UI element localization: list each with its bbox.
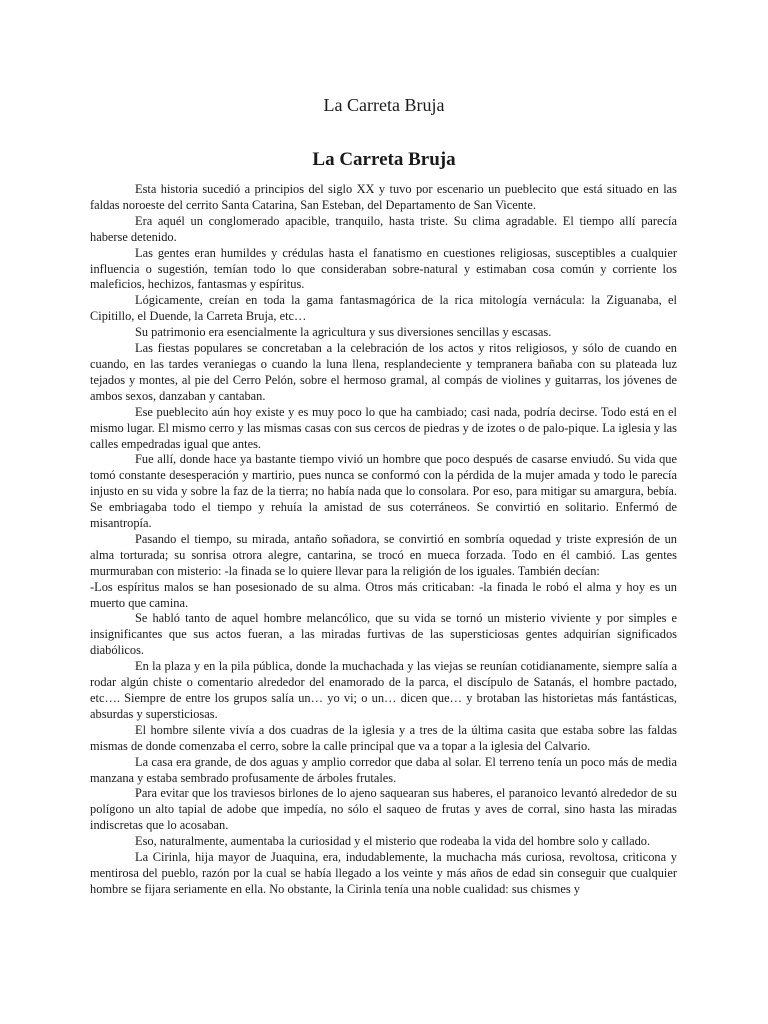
running-header: La Carreta Bruja (323, 95, 445, 115)
paragraph: Las gentes eran humildes y crédulas hasta el fanatismo en cuestiones religiosas, susceptibles a cualquier influencia o sugestión, temían todo lo que consideraban sobre-natural y estimaban cosa común y corriente los maleficios, hechizos, fantasmas y espíritus. (90, 245, 677, 292)
paragraph: Fue allí, donde hace ya bastante tiempo vivió un hombre que poco después de casarse enviudó. Su vida que tomó constante desesperación y martirio, pues nunca se conformó con la pérdida de la mujer amada y todo le parecía injusto en su vida y sobre la faz de la tierra; no había nada que lo consolara. Por eso, para mitigar su amargura, bebía. Se embriagaba todo el tiempo y rehuía la amistad de sus coterráneos. Se convirtió en solitario. Enfermó de misantropía. (90, 452, 677, 531)
paragraph: Las fiestas populares se concretaban a la celebración de los actos y ritos religiosos, y sólo de cuando en cuando, en las tardes veraniegas o cuando la luna llena, resplandeciente y tempranera bañaba con su plateada luz tejados y montes, al pie del Cerro Pelón, sobre el hermoso gramal, al compás de violines y guitarras, los jóvenes de ambos sexos, danzaban y cantaban. (90, 341, 677, 403)
paragraph: El hombre silente vivía a dos cuadras de la iglesia y a tres de la última casita que estaba sobre las faldas mismas de donde comenzaba el cerro, sobre la calle principal que va a topar a la iglesia del Calvario. (90, 722, 677, 753)
paragraph: -Los espíritus malos se han posesionado de su alma. Otros más criticaban: -la finada le robó el alma y hoy es un muerto que camina. (90, 579, 677, 610)
paragraph: Esta historia sucedió a principios del siglo XX y tuvo por escenario un pueblecito que está situado en las faldas noroeste del cerrito Santa Catarina, San Esteban, del Departamento de San Vicente. (90, 182, 677, 212)
paragraph: En la plaza y en la pila pública, donde la muchachada y las viejas se reunían cotidianamente, siempre salía a rodar algún chiste o comentario alrededor del enamorado de la parca, el discípulo de Satanás, el hombre pactado, etc…. Siempre de entre los grupos salía un… yo vi; o un… dicen que… y brotaban las historietas más fantásticas, absurdas y supersticiosas. (90, 659, 677, 721)
document-title: La Carreta Bruja (312, 149, 456, 170)
paragraph: Su patrimonio era esencialmente la agricultura y sus diversiones sencillas y escasas. (135, 325, 552, 340)
paragraph: Eso, naturalmente, aumentaba la curiosidad y el misterio que rodeaba la vida del hombre solo y callado. (135, 834, 651, 849)
paragraph: Era aquél un conglomerado apacible, tranquilo, hasta triste. Su clima agradable. El tiempo allí parecía haberse detenido. (90, 213, 677, 244)
paragraph: Pasando el tiempo, su mirada, antaño soñadora, se convirtió en sombría oquedad y triste expresión de un alma torturada; su sonrisa otrora alegre, cantarina, se trocó en mueca forzada. Todo en él cambió. Las gentes murmuraban con misterio: -la finada se lo quiere llevar para la religión de los iguales. También decían: (90, 531, 677, 578)
paragraph: Para evitar que los traviesos birlones de lo ajeno saquearan sus haberes, el paranoico levantó alrededor de su polígono un alto tapial de adobe que impedía, no sólo el saqueo de frutas y aves de corral, sino hasta las miradas indiscretas que lo acosaban. (90, 786, 677, 833)
paragraph: Lógicamente, creían en toda la gama fantasmagórica de la rica mitología vernácula: la Ziguanaba, el Cipitillo, el Duende, la Carreta Bruja, etc… (90, 293, 677, 324)
paragraph: Ese pueblecito aún hoy existe y es muy poco lo que ha cambiado; casi nada, podría decirse. Todo está en el mismo lugar. El mismo cerro y las mismas casas con sus cercos de piedras y de izotes o de palo-pique. La iglesia y las calles empedradas igual que antes. (90, 404, 677, 451)
paragraph: La casa era grande, de dos aguas y amplio corredor que daba al solar. El terreno tenía un poco más de media manzana y estaba sembrado profusamente de árboles frutales. (90, 754, 677, 785)
document-body (90, 182, 677, 898)
paragraph: La Cirinla, hija mayor de Juaquina, era, indudablemente, la muchacha más curiosa, revoltosa, criticona y mentirosa del pueblo, razón por la cual se había llegado a los veinte y más años de edad sin conseguir que cualquier hombre se fijara seriamente en ella. No obstante, la Cirinla tenía una noble cualidad: sus chismes y (90, 850, 677, 896)
paragraph: Se habló tanto de aquel hombre melancólico, que su vida se tornó un misterio viviente y por simples e insignificantes que sus actos fueran, a las miradas furtivas de las supersticiosas gentes adquirían significados diabólicos. (90, 611, 677, 658)
